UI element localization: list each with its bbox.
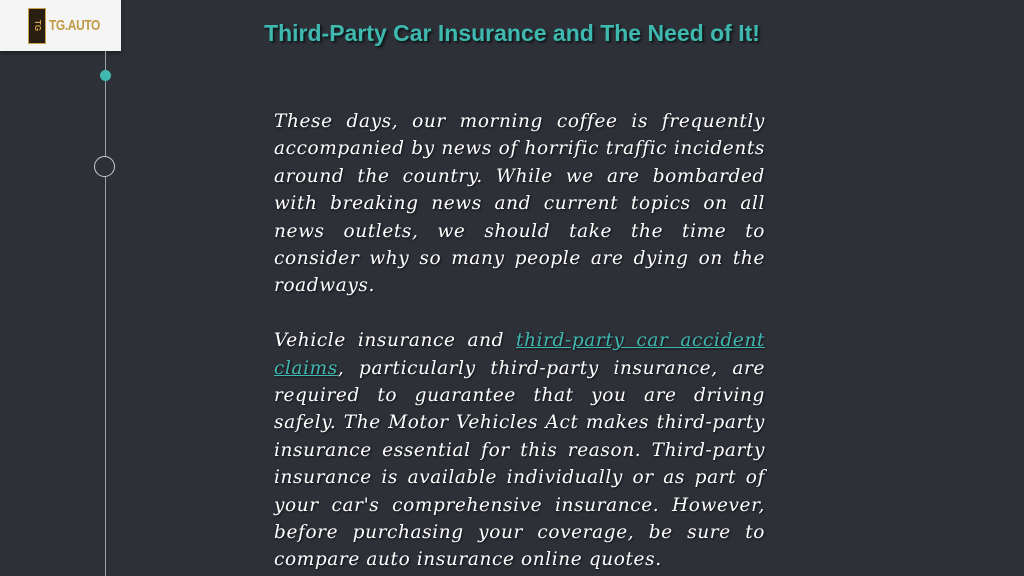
paragraph-2 — [274, 327, 765, 574]
timeline-dot-hollow-icon — [94, 156, 115, 177]
logo-text: TG.AUTO — [49, 17, 100, 34]
timeline-line — [105, 51, 106, 576]
brand-logo — [0, 0, 121, 51]
paragraph-1: These days, our morning coffee is frequently accompanied by news of horrific traffic incidents around the country. While we are bombarded with breaking news and current topics on all news outlets, we should take the time to consider why so many people are dying on the roadways. — [274, 111, 765, 297]
paragraph-2-rest: , particularly third-party insurance, are required to guarantee that you are driving safely. The Motor Vehicles Act makes third-party insurance essential for this reason. Third-party insurance is available individually or as part of your car's comprehensive insurance. However, before purchasing your coverage, be sure to compare auto insurance online quotes. — [274, 357, 765, 571]
article-body — [274, 108, 765, 574]
logo-mark-icon: TG — [28, 8, 46, 44]
third-party-claims-link[interactable]: third-party car accident claims — [274, 330, 765, 379]
page-title: Third-Party Car Insurance and The Need of It! — [264, 20, 760, 46]
paragraph-2-intro: Vehicle insurance and — [274, 330, 517, 352]
timeline-dot-filled-icon — [100, 70, 111, 81]
